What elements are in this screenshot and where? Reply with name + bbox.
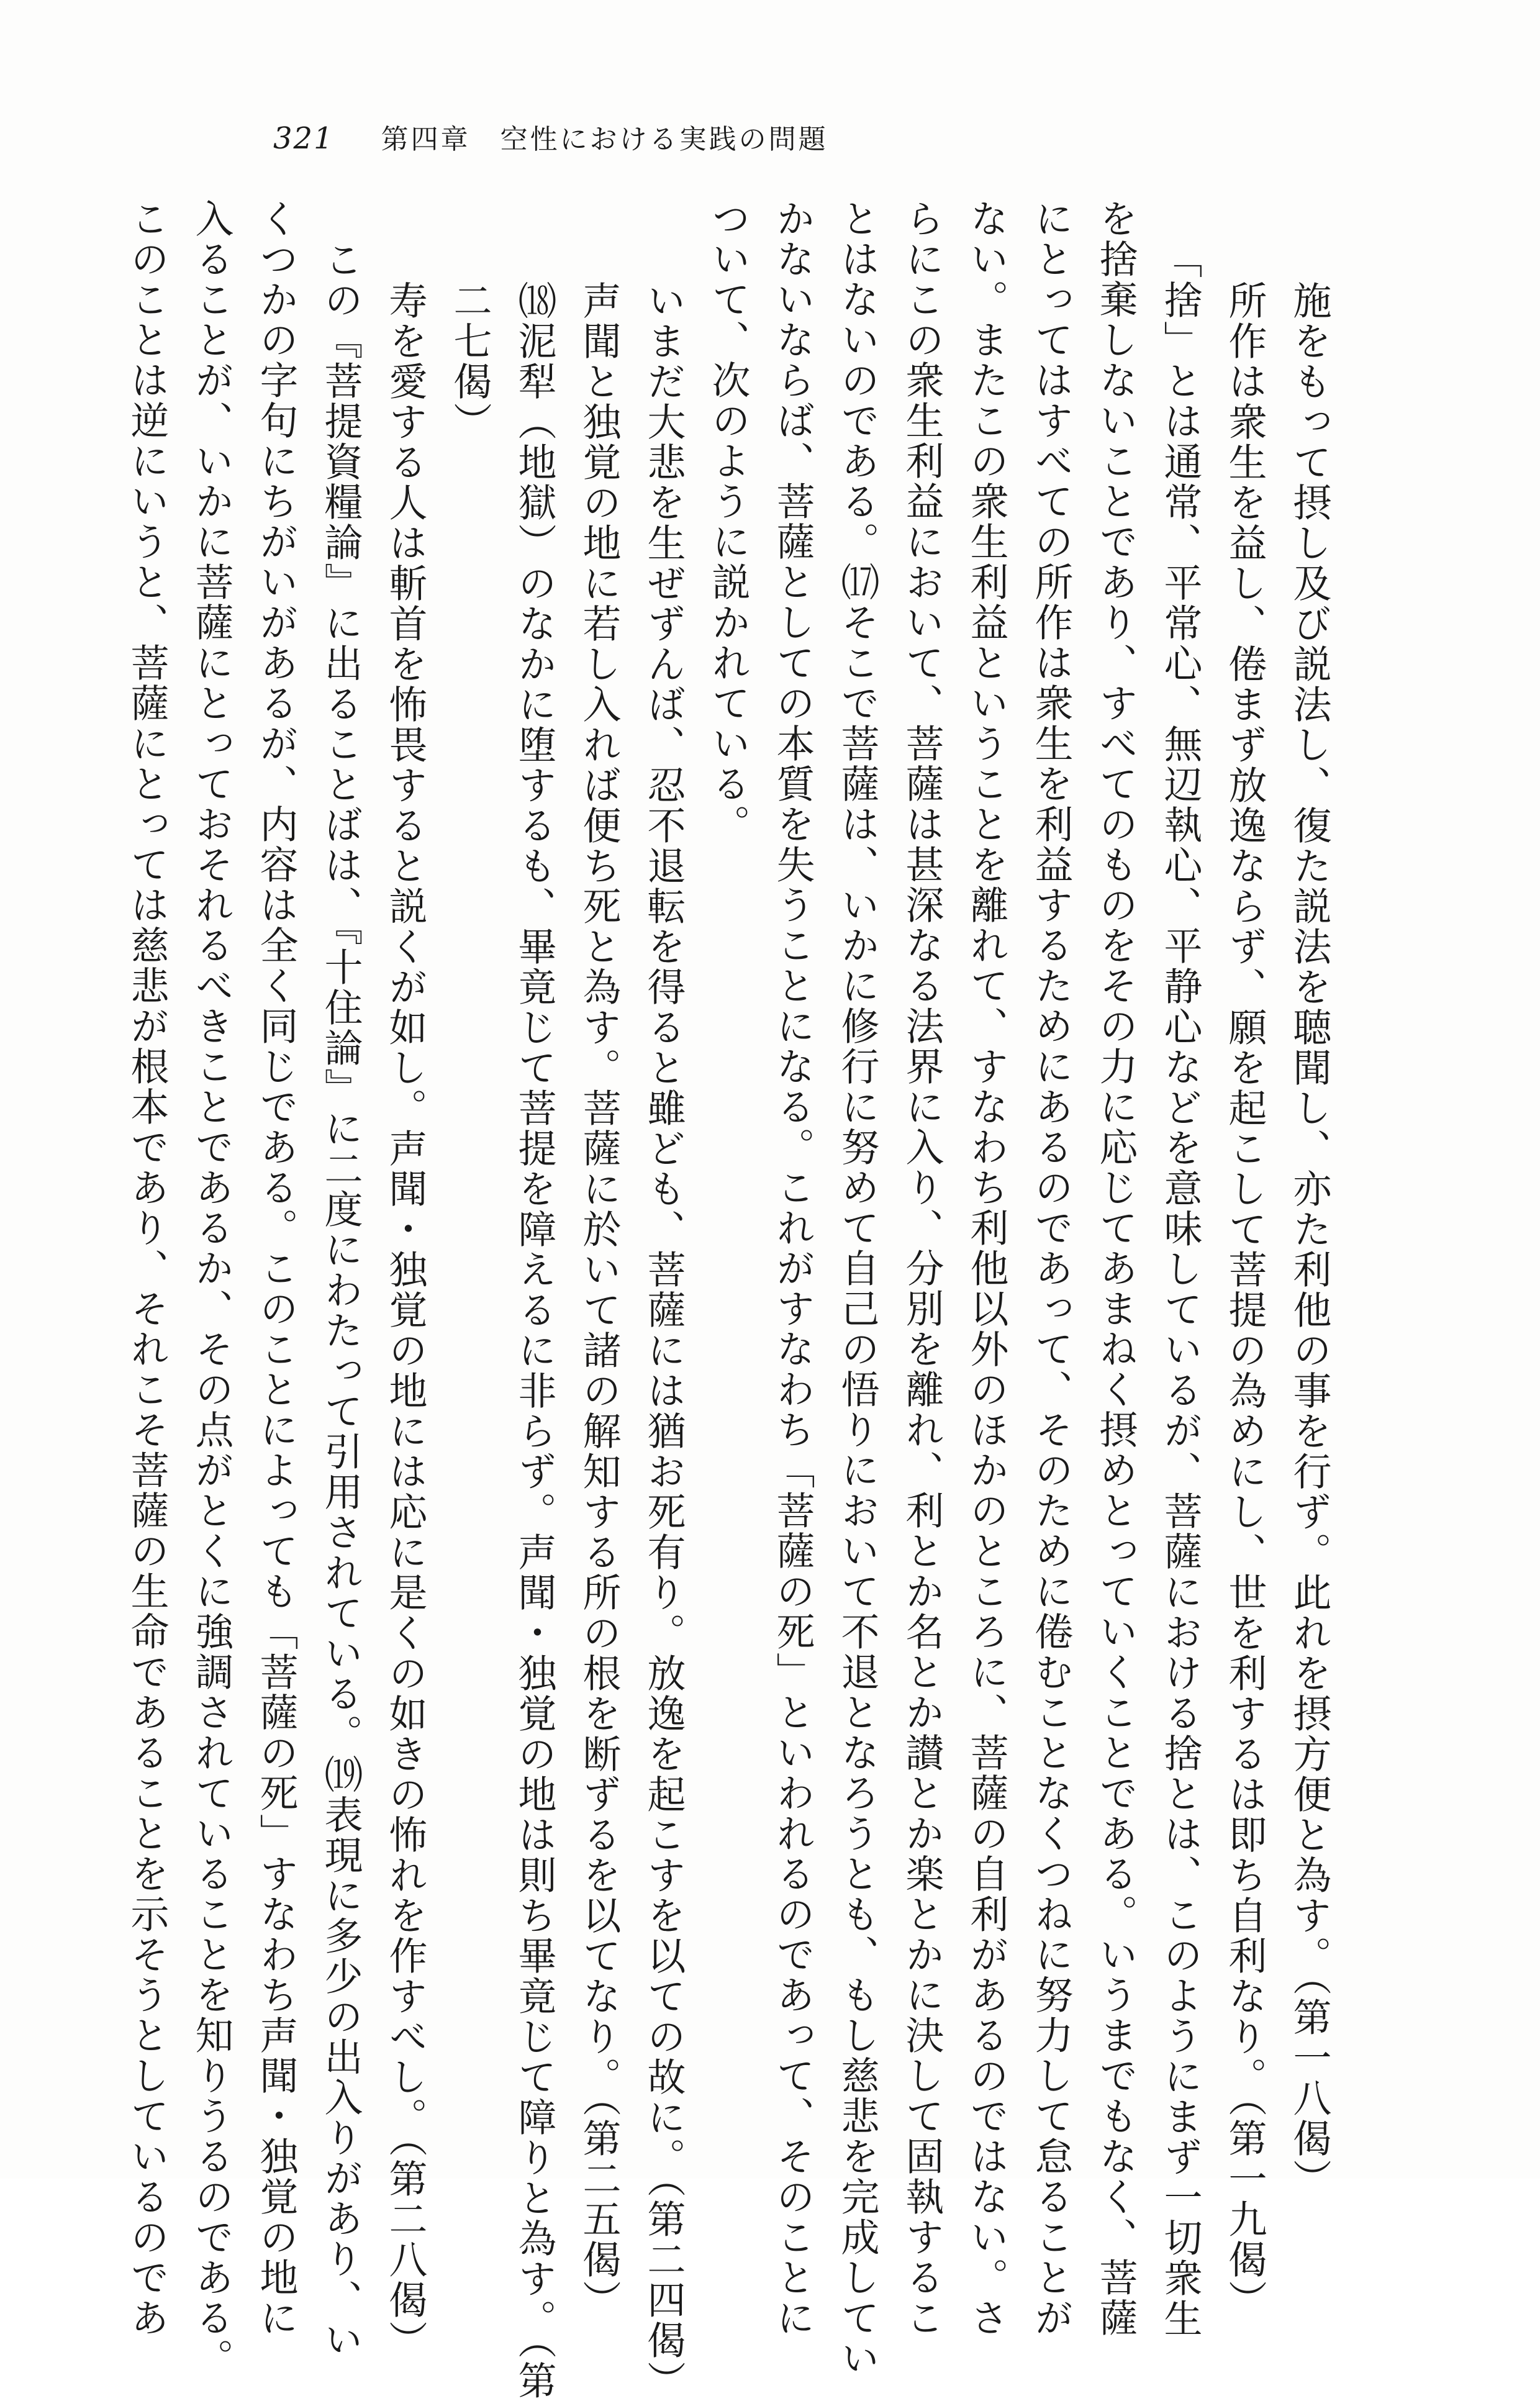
paragraph-line: 入ることが、いかに菩薩にとっておそれるべきことであるか、その点がとくに強調されていることを知りうるのである。 <box>189 199 234 2379</box>
paragraph-line: らにこの衆生利益において、菩薩は甚深なる法界に入り、分別を離れ、利とか名とか讃とか楽とかに決して固執するこ <box>899 199 944 2338</box>
paragraph-line: かないならば、菩薩としての本質を失うことになる。これがすなわち「菩薩の死」といわれるのであって、そのことに <box>770 199 815 2338</box>
verse-line-19: 所作は衆生を益し、倦まず放逸ならず、願を起こして菩提の為めにし、世を利するは即ち自利なり。（第一九偈） <box>1222 281 1267 2320</box>
paragraph-line: を捨棄しないことであり、すべてのものをその力に応じてあまねく摂めとっていくことである。いうまでもなく、菩薩 <box>1093 199 1138 2338</box>
chapter-title: 第四章 空性における実践の問題 <box>381 124 828 155</box>
verse-line-27-end: 二七偈） <box>447 281 492 442</box>
page-number: 321 <box>273 121 334 156</box>
paragraph-line: くつかの字句にちがいがあるが、内容は全く同じである。このことによっても「菩薩の死」すなわち声聞・独覚の地に <box>253 199 299 2338</box>
paragraph-line: にとってはすべての所作は衆生を利益するためにあるのであって、そのために倦むことなくつねに努力して怠ることが <box>1028 199 1074 2338</box>
running-head <box>273 117 828 157</box>
verse-line-28: 寿を愛する人は斬首を怖畏すると説くが如し。声聞・独覚の地には応に是くの如きの怖れを作すべし。（第二八偈） <box>383 281 428 2361</box>
paragraph-line: このことは逆にいうと、菩薩にとっては慈悲が根本であり、それこそ菩薩の生命であることを示そうとしているのであ <box>124 199 170 2338</box>
verse-line-27: ⒅泥犁（地獄）のなかに堕するも、畢竟じて菩提を障えるに非らず。声聞・独覚の地は則ち畢竟じて障りと為す。（第 <box>512 281 557 2401</box>
verse-line-24: いまだ大悲を生ぜずんば、忍不退転を得ると雖ども、菩薩には猶お死有り。放逸を起こすを以ての故に。（第二四偈） <box>641 281 686 2401</box>
paragraph-line: ついて、次のように説かれている。 <box>705 199 751 845</box>
verse-line-25: 声聞と独覚の地に若し入れば便ち死と為す。菩薩に於いて諸の解知する所の根を断ずるを以てなり。（第二五偈） <box>576 281 622 2320</box>
body-text <box>124 199 1341 2401</box>
paragraph-line: とはないのである。⒄そこで菩薩は、いかに修行に努めて自己の悟りにおいて不退となろうとも、もし慈悲を完成してい <box>835 199 880 2379</box>
paragraph-line: 「捨」とは通常、平常心、無辺執心、平静心などを意味しているが、菩薩における捨とは、このようにまず一切衆生 <box>1157 240 1203 2339</box>
paragraph-line: ない。またこの衆生利益ということを離れて、すなわち利他以外のほかのところに、菩薩の自利があるのではない。さ <box>964 199 1009 2338</box>
paragraph-line: この『菩提資糧論』に出ることばは、『十住論』に二度にわたって引用されている。⒆表現に多少の出入りがあり、い <box>318 240 363 2360</box>
verse-line-18: 施をもって摂し及び説法し、復た説法を聴聞し、亦た利他の事を行ず。此れを摂方便と為す。（第一八偈） <box>1287 281 1332 2199</box>
